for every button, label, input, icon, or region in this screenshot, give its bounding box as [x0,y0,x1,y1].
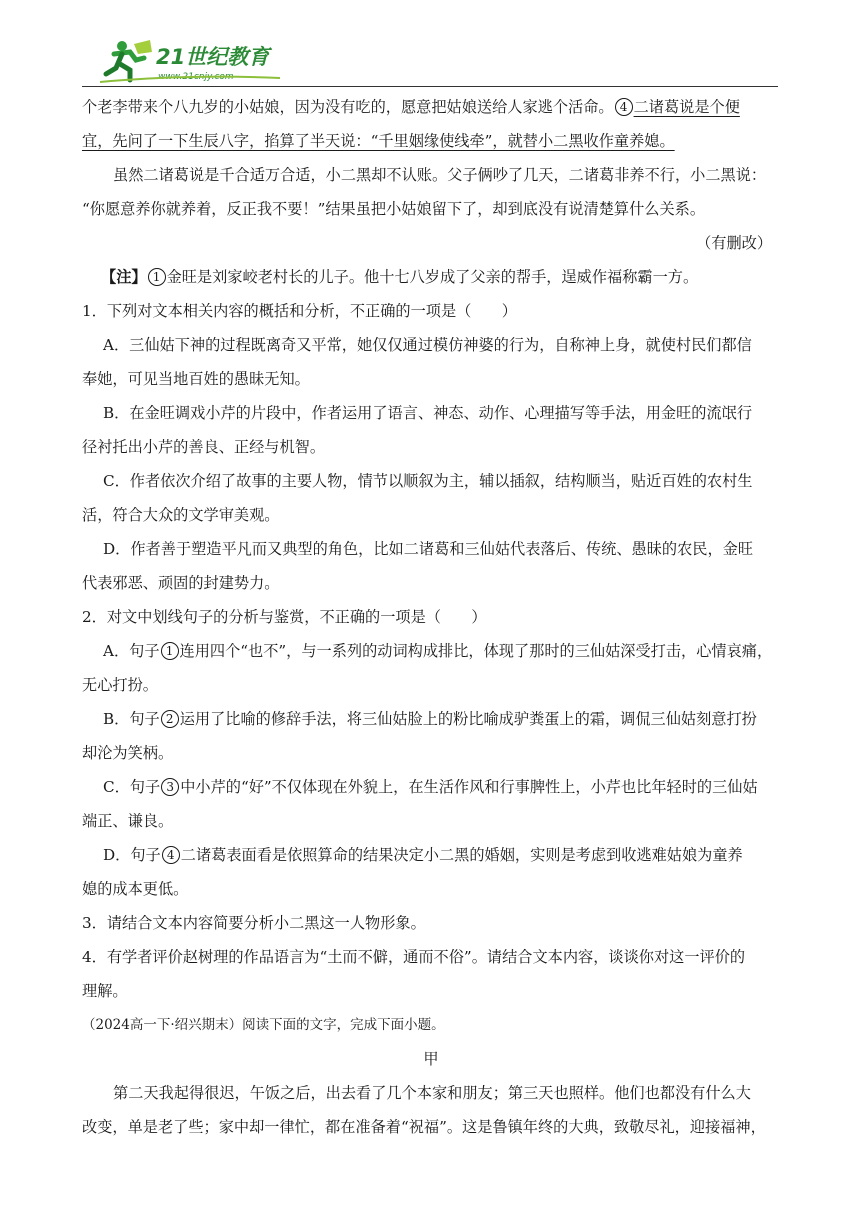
question-2-stem: 2．对文中划线句子的分析与鉴赏，不正确的一项是（ ） [82,608,487,626]
svg-text:www.21cnjy.com: www.21cnjy.com [158,72,234,82]
q2-option-a-cont: 无心打扮。 [82,676,158,694]
q1-option-d-cont: 代表邪恶、顽固的封建势力。 [82,574,280,592]
q2-option-b[interactable]: B．句子 2 运用了比喻的修辞手法，将三仙姑脸上的粉比喻成驴粪蛋上的霜，调侃三仙姑刻意打扮 [103,710,757,728]
q1-option-a-cont: 奉她，可见当地百姓的愚昧无知。 [82,370,310,388]
q2-option-d[interactable]: D．句子 4 二诸葛表面看是依照算命的结果决定小二黑的婚姻，实则是考虑到收逃难姑娘为童养 [103,846,743,864]
q2-option-c-cont: 端正、谦良。 [82,812,174,830]
passage2-line: 第二天我起得很迟，午饭之后，出去看了几个本家和朋友；第三天也照样。他们也都没有什么大 [113,1084,751,1102]
q1-option-b[interactable]: B．在金旺调戏小芹的片段中，作者运用了语言、神态、动作、心理描写等手法，用金旺的流氓行 [103,404,753,422]
q1-option-d[interactable]: D．作者善于塑造平凡而又典型的角色，比如二诸葛和三仙姑代表落后、传统、愚昧的农民，金旺 [103,540,754,558]
question-4: 4．有学者评价赵树理的作品语言为“土而不僻，通而不俗”。请结合文本内容，谈谈你对这一评价的 [82,948,746,966]
q2-option-c[interactable]: C．句子 3 中小芹的“好”不仅体现在外貌上，在生活作风和行事脾性上，小芹也比年轻时的三仙姑 [103,778,758,796]
q1-option-c[interactable]: C．作者依次介绍了故事的主要人物，情节以顺叙为主，辅以插叙，结构顺当，贴近百姓的农村生 [103,472,753,490]
footnote: 【注】 1 金旺是刘家峧老村长的儿子。他十七八岁成了父亲的帮手，逞威作福称霸一方。 [101,268,699,286]
passage-line: 个老李带来个八九岁的小姑娘，因为没有吃的，愿意把姑娘送给人家逃个活命。 4 二诸葛说是个便 [82,98,740,116]
passage2-line-cont: 改变，单是老了些；家中却一律忙，都在准备着“祝福”。这是鲁镇年终的大典，致敬尽礼，迎接福神， [82,1118,766,1136]
q1-option-c-cont: 活，符合大众的文学审美观。 [82,506,280,524]
21cnjy-logo [100,38,280,84]
circled-number-2: 2 [161,710,179,728]
question-3: 3．请结合文本内容简要分析小二黑这一人物形象。 [82,914,426,932]
source-line: （2024高一下·绍兴期末）阅读下面的文字，完成下面小题。 [82,1017,445,1033]
passage-paragraph: 虽然二诸葛说是千合适万合适，小二黑却不认账。父子俩吵了几天，二诸葛非养不行，小二黑说： [113,166,767,184]
question-4-cont: 理解。 [82,982,128,1000]
q2-option-d-cont: 媳的成本更低。 [82,880,189,898]
circled-number-1: 1 [161,642,179,660]
passage-paragraph-cont: “你愿意养你就养着，反正我不要！”结果虽把小姑娘留下了，却到底没有说清楚算什么关系。 [82,200,706,218]
question-1-stem: 1．下列对文本相关内容的概括和分析，不正确的一项是（ ） [82,302,517,320]
circled-number-4: 4 [162,846,180,864]
header-rule [82,86,778,87]
q2-option-a[interactable]: A．句子 1 连用四个“也不”，与一系列的动词构成排比，体现了那时的三仙姑深受打击，心情哀痛， [103,642,773,660]
page-header [0,0,860,90]
edit-note: （有删改） [696,234,772,252]
q2-option-b-cont: 却沦为笑柄。 [82,744,174,762]
circled-number-1: 1 [148,268,166,286]
circled-number-3: 3 [161,778,179,796]
section-title: 甲 [423,1050,439,1068]
runner-icon [106,40,152,80]
circled-number-4: 4 [615,98,633,116]
page-content [82,90,780,1144]
q1-option-a[interactable]: A．三仙姑下神的过程既离奇又平常，她仅仅通过模仿神婆的行为，自称神上身，就使村民们都信 [103,336,752,354]
passage-line: 宜，先问了一下生辰八字，掐算了半天说：“千里姻缘使线牵”，就替小二黑收作童养媳。 [82,132,675,150]
svg-text:21世纪教育: 21世纪教育 [156,45,270,69]
q1-option-b-cont: 径衬托出小芹的善良、正经与机智。 [82,438,325,456]
